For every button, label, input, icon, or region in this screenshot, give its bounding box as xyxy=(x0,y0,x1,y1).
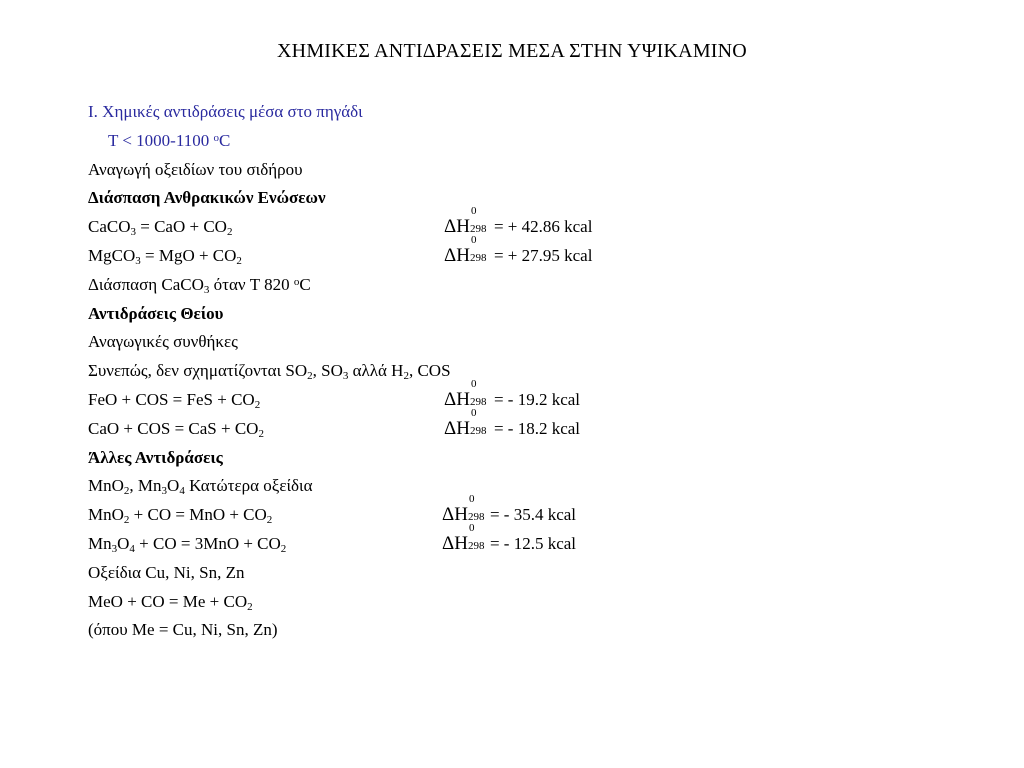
oxides-part: Κατώτερα οξείδια xyxy=(184,476,313,496)
enthalpy-mno2-co xyxy=(442,493,577,530)
reaction-sub: 3 xyxy=(111,542,118,555)
section-heading-text: I. Χημικές αντιδράσεις μέσα στο πηγάδι xyxy=(88,102,363,121)
oxides-part: , Mn xyxy=(129,476,162,496)
delta-h-sub: 298 xyxy=(469,395,487,408)
carbonates-heading-text: Διάσπαση Ανθρακικών Ενώσεων xyxy=(88,188,326,208)
sulfur-heading xyxy=(88,300,948,329)
oxides-part: MnO xyxy=(88,476,124,496)
reaction-sub: 2 xyxy=(258,427,264,440)
reaction-part: Mn xyxy=(88,533,112,553)
reaction-part: FeO + COS = FeS + CO xyxy=(88,389,255,409)
delta-h-sup: 0 xyxy=(470,406,477,419)
reaction-sub: 3 xyxy=(135,254,141,267)
delta-h-sub: 298 xyxy=(467,539,485,552)
reaction-part: O xyxy=(117,533,130,553)
consequence-sub: 2 xyxy=(403,370,409,383)
enthalpy-value: = - 19.2 kcal xyxy=(493,389,581,409)
reducing-conditions xyxy=(88,328,948,357)
reaction-caco3 xyxy=(88,205,948,242)
metal-oxides-text: Οξείδια Cu, Ni, Sn, Zn xyxy=(88,562,245,582)
enthalpy-value: = - 35.4 kcal xyxy=(489,505,577,525)
consequence-part: αλλά H xyxy=(348,361,404,381)
delta-h-symbol: ΔH xyxy=(444,417,470,439)
consequence-sub: 2 xyxy=(307,370,313,383)
reaction-part: + CO = 3MnO + CO xyxy=(134,533,281,553)
consequence-part: , COS xyxy=(408,361,451,381)
where-note xyxy=(88,616,948,645)
temperature-condition xyxy=(88,127,948,156)
temperature-text: T < 1000-1100 xyxy=(108,130,214,150)
note-sub: 3 xyxy=(203,283,210,296)
reaction-meo-co xyxy=(88,588,948,617)
note-part: όταν T 820 xyxy=(209,274,294,294)
reaction-sub: 2 xyxy=(254,398,261,411)
enthalpy-caco3 xyxy=(444,205,593,242)
delta-h-sub: 298 xyxy=(467,511,485,524)
other-heading xyxy=(88,444,948,473)
delta-h-symbol: ΔH xyxy=(442,532,468,554)
reaction-sub: 2 xyxy=(280,542,287,555)
reaction-part: = MgO + CO xyxy=(140,245,237,265)
delta-h-sup: 0 xyxy=(468,493,475,506)
reaction-sub: 3 xyxy=(130,226,136,239)
enthalpy-value: = + 27.95 kcal xyxy=(493,245,593,265)
reduction-text: Αναγωγή οξειδίων του σιδήρου xyxy=(88,159,303,179)
reaction-mn3o4-co xyxy=(88,521,948,559)
reducing-conditions-text: Αναγωγικές συνθήκες xyxy=(88,332,238,352)
sulfur-heading-text: Αντιδράσεις Θείου xyxy=(88,303,224,323)
caco3-decomposition-note xyxy=(88,271,948,300)
oxides-sub: 3 xyxy=(161,485,168,498)
degree-sup: o xyxy=(293,275,300,288)
delta-h-sub: 298 xyxy=(469,223,487,236)
degree-sup: o xyxy=(213,131,219,144)
note-part: C xyxy=(299,274,311,294)
note-part: Διάσπαση CaCO xyxy=(88,274,204,294)
reaction-mno2-co xyxy=(88,493,948,530)
enthalpy-value: = + 42.86 kcal xyxy=(493,217,593,237)
enthalpy-mn3o4-co xyxy=(442,521,577,559)
reaction-cao-cos xyxy=(88,406,948,444)
section-heading-well xyxy=(88,98,948,127)
reaction-sub: 2 xyxy=(247,600,253,613)
reaction-sub: 2 xyxy=(266,514,273,527)
other-heading-text: Άλλες Αντιδράσεις xyxy=(88,447,223,467)
reaction-part: MnO xyxy=(88,505,124,525)
oxides-sub: 4 xyxy=(179,485,185,498)
delta-h-sup: 0 xyxy=(468,521,475,534)
reaction-sub: 2 xyxy=(226,226,233,239)
consequence-sub: 3 xyxy=(342,370,349,383)
enthalpy-feo-cos xyxy=(444,377,581,415)
consequence-line xyxy=(88,357,948,386)
slide-body xyxy=(88,98,948,645)
metal-oxides-line xyxy=(88,559,948,588)
reaction-part: + CO = MnO + CO xyxy=(129,505,267,525)
delta-h-sup: 0 xyxy=(470,205,477,218)
reaction-part: CaCO xyxy=(88,217,131,237)
delta-h-sup: 0 xyxy=(470,377,477,390)
reaction-part: = CaO + CO xyxy=(136,217,227,237)
reaction-mgco3 xyxy=(88,233,948,271)
oxides-sub: 2 xyxy=(123,485,130,498)
carbonates-heading xyxy=(88,184,948,213)
temperature-unit: C xyxy=(218,130,231,150)
enthalpy-value: = - 18.2 kcal xyxy=(493,418,581,438)
reaction-sub: 4 xyxy=(129,542,135,555)
enthalpy-value: = - 12.5 kcal xyxy=(489,533,577,553)
delta-h-sup: 0 xyxy=(470,233,477,246)
reaction-part: CaO + COS = CaS + CO xyxy=(88,418,259,438)
consequence-part: Συνεπώς, δεν σχηματίζονται SO xyxy=(88,361,308,381)
delta-h-symbol: ΔH xyxy=(444,216,470,238)
delta-h-symbol: ΔH xyxy=(442,504,468,526)
reaction-feo-cos xyxy=(88,377,948,415)
consequence-part: , SO xyxy=(312,361,343,381)
delta-h-symbol: ΔH xyxy=(444,388,470,410)
enthalpy-mgco3 xyxy=(444,233,593,271)
delta-h-sub: 298 xyxy=(469,251,487,264)
reduction-line xyxy=(88,156,948,185)
manganese-oxides xyxy=(88,472,948,501)
reaction-part: MeO + CO = Me + CO xyxy=(88,591,248,611)
reaction-sub: 2 xyxy=(123,514,130,527)
reaction-sub: 2 xyxy=(236,254,242,267)
reaction-part: MgCO xyxy=(88,245,136,265)
enthalpy-cao-cos xyxy=(444,406,581,444)
where-note-text: (όπου Me = Cu, Ni, Sn, Zn) xyxy=(88,620,278,640)
delta-h-symbol: ΔH xyxy=(444,244,470,266)
slide-title: ΧΗΜΙΚΕΣ ΑΝΤΙΔΡΑΣΕΙΣ ΜΕΣΑ ΣΤΗΝ ΥΨΙΚΑΜΙΝΟ xyxy=(277,40,747,62)
oxides-part: O xyxy=(167,476,180,496)
delta-h-sub: 298 xyxy=(469,424,487,437)
